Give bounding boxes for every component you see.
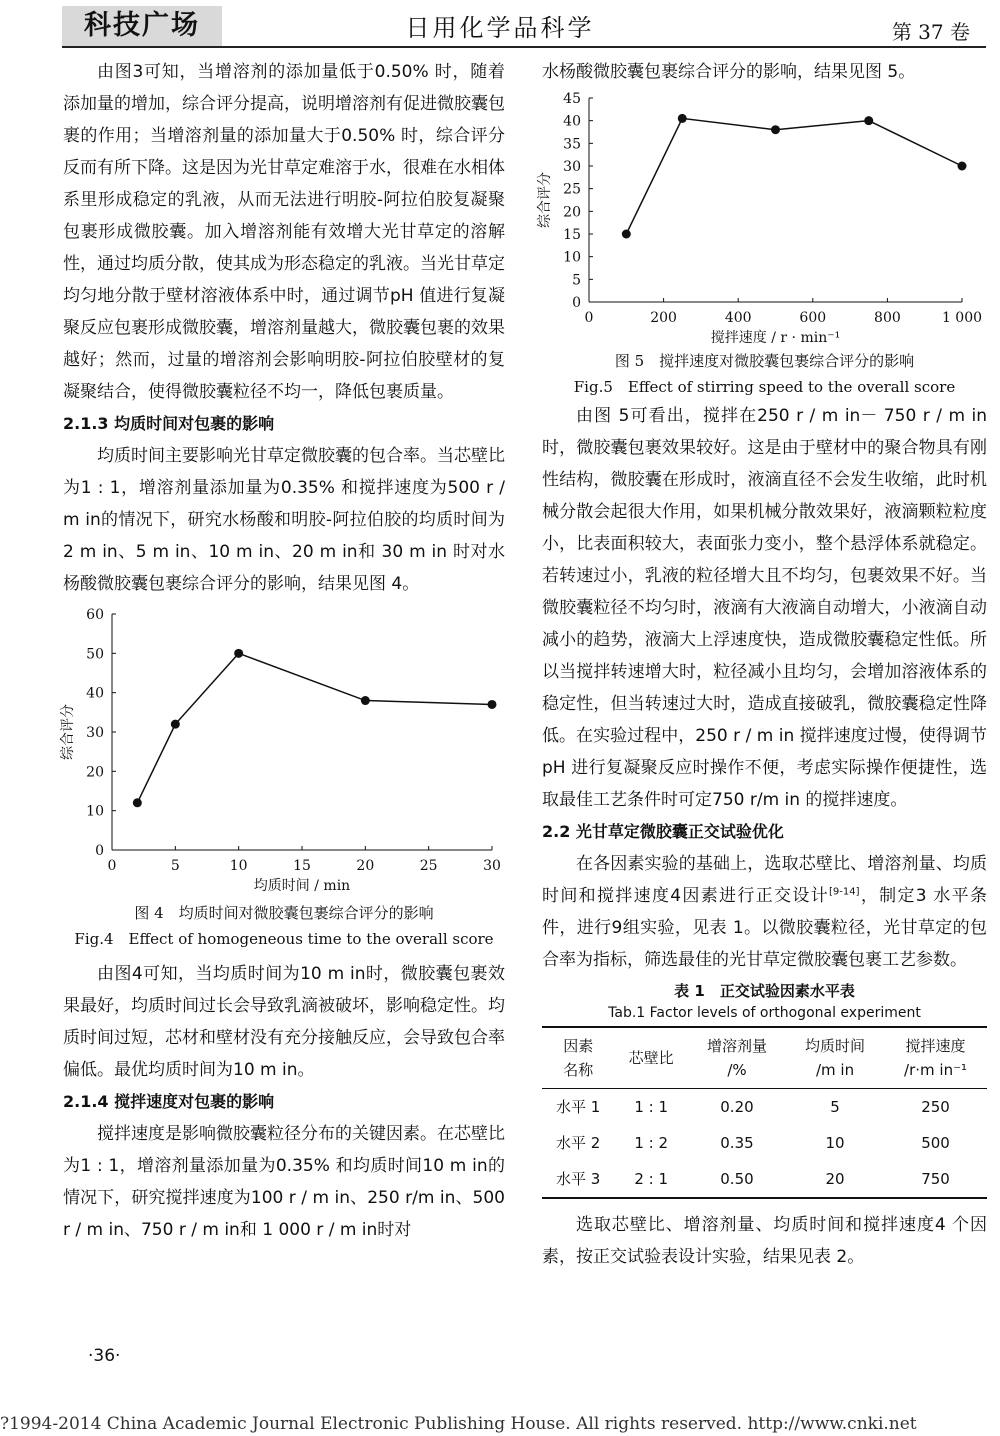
table-cell: 0.20 bbox=[720, 1098, 754, 1116]
paragraph: 由图4可知，当均质时间为10 m in时，微胶囊包裹效果最好，均质时间过长会导致乳滴被破坏，影响稳定性。均质时间过短，芯材和壁材没有充分接触反应，会导致包合率偏低。最优均质时间为10 m in。 bbox=[63, 964, 505, 1080]
x-axis-label: 搅拌速度 / r · min⁻¹ bbox=[710, 330, 841, 346]
x-tick-label: 20 bbox=[356, 858, 375, 874]
figure-5-chart bbox=[537, 88, 987, 348]
table-cell: 1 : 2 bbox=[634, 1134, 668, 1152]
data-point bbox=[361, 696, 370, 705]
table-cell: 750 bbox=[921, 1170, 950, 1188]
x-tick-label: 400 bbox=[724, 310, 752, 326]
y-tick-label: 30 bbox=[563, 159, 581, 175]
x-tick-label: 600 bbox=[799, 310, 827, 326]
header-rule bbox=[62, 46, 986, 48]
figure-caption-cn: 图 5 搅拌速度对微胶囊包裹综合评分的影响 bbox=[614, 352, 915, 370]
x-tick-label: 0 bbox=[107, 858, 117, 874]
x-axis-label: 均质时间 / min bbox=[253, 878, 351, 894]
figure-4 bbox=[60, 600, 505, 952]
paragraph: 由图3可知，当增溶剂的添加量低于0.50% 时，随着添加量的增加，综合评分提高，说明增溶剂有促进微胶囊包裹的作用；当增溶剂量的添加量大于0.50% 时，综合评分反而有所下降。这是因为光甘草定难溶于水，很难在水相体系里形成稳定的乳液，从而无法进行明胶-阿拉伯胶复凝聚包裹形成微胶囊。加入增溶剂能有效增大光甘草定的溶解性，通过均质分散，使其成为形态稳定的乳液。当光甘草定均匀地分散于壁材溶液体系中时，通过调节pH 值进行复凝聚反应包裹形成微胶囊，增溶剂量越大，微胶囊包裹的效果越好；然而，过量的增溶剂会影响明胶-阿拉伯胶壁材的复凝聚结合，使得微胶囊粒径不均一，降低包裹质量。 bbox=[63, 62, 505, 402]
table-row bbox=[542, 1089, 987, 1126]
figure-caption-cn: 图 4 均质时间对微胶囊包裹综合评分的影响 bbox=[134, 904, 434, 922]
table-row bbox=[542, 1125, 987, 1161]
x-tick-label: 1 000 bbox=[941, 310, 983, 326]
y-axis-label: 综合评分 bbox=[60, 704, 76, 760]
table-cell: 500 bbox=[921, 1134, 950, 1152]
volume-label: 第 37 卷 bbox=[891, 20, 970, 44]
table-header-cell: 均质时间 /m in bbox=[805, 1037, 866, 1079]
page-number: ·36· bbox=[88, 1346, 121, 1366]
x-tick-label: 25 bbox=[419, 858, 438, 874]
table-cell: 0.50 bbox=[720, 1170, 754, 1188]
y-tick-label: 20 bbox=[563, 204, 581, 221]
paragraph: 搅拌速度是影响微胶囊粒径分布的关键因素。在芯壁比为1 : 1，增溶剂量添加量为0.35% 和均质时间10 m in的情况下，研究搅拌速度为100 r / m in、250 r/m in、500 r / m in、750 r / m in和 1 000 r / m in时对 bbox=[63, 1124, 505, 1240]
table-cell: 1 : 1 bbox=[634, 1098, 668, 1116]
section-heading: 2.2 光甘草定微胶囊正交试验优化 bbox=[542, 822, 784, 841]
table-caption-cn: 表 1 正交试验因素水平表 bbox=[674, 982, 855, 1000]
paragraph: 由图 5可看出，搅拌在250 r / m in－ 750 r / m in时，微胶囊包裹效果较好。这是由于壁材中的聚合物具有刚性结构，微胶囊在形成时，液滴直径不会发生收缩，此时机械分散会起很大作用，如果机械分散效果好，液滴颗粒粒度小，比表面积较大，表面张力变小，整个悬浮体系就稳定。若转速过小，乳液的粒径增大且不均匀，包裹效果不好。当微胶囊粒径不均匀时，液滴有大液滴自动增大，小液滴自动减小的趋势，液滴大上浮速度快，造成微胶囊稳定性低。所以当搅拌转速增大时，粒径减小且均匀，会增加溶液体系的稳定性，但当转速过大时，造成直接破乳，微胶囊稳定性降低。在实验过程中，250 r / m in 搅拌速度过慢，使得调节pH 进行复凝聚反应时操作不便，考虑实际操作便捷性，选取最佳工艺条件时可定750 r/m in 的搅拌速度。 bbox=[542, 406, 987, 810]
table-row bbox=[542, 1161, 987, 1198]
table-cell: 水平 2 bbox=[556, 1134, 601, 1152]
y-tick-label: 40 bbox=[86, 685, 104, 702]
table-header-cell: 搅拌速度 /r·m in⁻¹ bbox=[904, 1037, 968, 1079]
figure-caption-en: Fig.5 Effect of stirring speed to the overall score bbox=[573, 378, 956, 396]
x-tick-label: 0 bbox=[584, 310, 594, 326]
figure-4-chart bbox=[60, 600, 505, 900]
table-header-cell: 芯壁比 bbox=[628, 1049, 674, 1067]
table-cell: 250 bbox=[921, 1098, 950, 1116]
y-tick-label: 5 bbox=[572, 272, 581, 289]
y-tick-label: 0 bbox=[572, 295, 581, 311]
series-line bbox=[626, 118, 962, 234]
x-tick-label: 5 bbox=[170, 858, 180, 874]
y-tick-label: 15 bbox=[563, 227, 581, 243]
paragraph-text: ，制定3 水平条件，进行9组实验，见表 1。以微胶囊粒径，光甘草定的包合率为指标，筛选最佳的光甘草定微胶囊包裹工艺参数。 bbox=[542, 886, 987, 970]
x-tick-label: 10 bbox=[229, 858, 248, 874]
y-tick-label: 40 bbox=[563, 113, 581, 130]
paragraph: 均质时间主要影响光甘草定微胶囊的包合率。当芯壁比为1 : 1，增溶剂量添加量为0.35% 和搅拌速度为500 r / m in的情况下，研究水杨酸和明胶-阿拉伯胶的均质时间为2 m in、5 m in、10 m in、20 m in和 30 m in 时对水杨酸微胶囊包裹综合评分的影响，结果见图 4。 bbox=[63, 446, 505, 594]
section-heading: 2.1.4 搅拌速度对包裹的影响 bbox=[63, 1092, 275, 1111]
table-cell: 水平 3 bbox=[556, 1170, 601, 1188]
y-tick-label: 50 bbox=[86, 646, 104, 663]
table-cell: 水平 1 bbox=[556, 1098, 601, 1116]
y-axis-label: 综合评分 bbox=[537, 172, 553, 228]
series-line bbox=[137, 653, 492, 802]
data-point bbox=[771, 125, 780, 134]
figure-caption-en: Fig.4 Effect of homogeneous time to the overall score bbox=[74, 930, 494, 948]
y-tick-label: 20 bbox=[86, 764, 104, 781]
figure-5 bbox=[537, 88, 987, 400]
table-caption-en: Tab.1 Factor levels of orthogonal experiment bbox=[608, 1005, 921, 1021]
y-tick-label: 10 bbox=[563, 249, 581, 266]
right-column bbox=[537, 56, 987, 1273]
data-point bbox=[958, 162, 967, 171]
x-tick-label: 800 bbox=[874, 310, 901, 326]
y-tick-label: 0 bbox=[95, 843, 104, 859]
data-point bbox=[864, 116, 873, 125]
paragraph: 水杨酸微胶囊包裹综合评分的影响，结果见图 5。 bbox=[542, 62, 916, 82]
data-point bbox=[234, 649, 243, 658]
y-tick-label: 45 bbox=[563, 91, 581, 107]
section-heading: 2.1.3 均质时间对包裹的影响 bbox=[63, 414, 275, 433]
table-cell: 0.35 bbox=[720, 1134, 754, 1152]
table-header-cell: 因素 名称 bbox=[563, 1037, 594, 1079]
table-header-row bbox=[542, 1027, 987, 1089]
y-tick-label: 60 bbox=[86, 607, 104, 623]
y-tick-label: 25 bbox=[563, 181, 581, 198]
journal-title: 日用化学品科学 bbox=[405, 14, 595, 42]
data-point bbox=[622, 230, 631, 239]
x-tick-label: 200 bbox=[650, 310, 677, 326]
x-tick-label: 15 bbox=[293, 858, 311, 874]
table-cell: 5 bbox=[830, 1098, 840, 1116]
section-label: 科技广场 bbox=[62, 6, 222, 46]
table-1 bbox=[542, 1026, 987, 1199]
y-tick-label: 35 bbox=[563, 136, 581, 153]
table-cell: 20 bbox=[825, 1170, 845, 1188]
copyright-footer: ?1994-2014 China Academic Journal Electronic Publishing House. All rights reserved. http://www.cnki.net bbox=[0, 1414, 917, 1434]
paragraph bbox=[542, 848, 987, 976]
left-column bbox=[60, 56, 505, 1246]
data-point bbox=[678, 114, 687, 123]
data-point bbox=[488, 700, 497, 709]
paragraph: 选取芯壁比、增溶剂量、均质时间和搅拌速度4 个因素，按正交试验表设计实验，结果见表 2。 bbox=[542, 1215, 987, 1267]
citation-ref[interactable]: [9-14] bbox=[829, 886, 860, 898]
y-tick-label: 30 bbox=[86, 725, 104, 741]
page-header bbox=[0, 0, 1000, 48]
data-point bbox=[171, 720, 180, 729]
paragraph-text: 在各因素实验的基础上，选取芯壁比、增溶剂量、均质时间和搅拌速度4因素进行正交设计 bbox=[542, 854, 987, 906]
table-cell: 10 bbox=[825, 1134, 845, 1152]
y-tick-label: 10 bbox=[86, 803, 104, 820]
table-cell: 2 : 1 bbox=[634, 1170, 668, 1188]
x-tick-label: 30 bbox=[483, 858, 501, 874]
table-header-cell: 增溶剂量 /% bbox=[706, 1037, 767, 1079]
data-point bbox=[133, 798, 142, 807]
